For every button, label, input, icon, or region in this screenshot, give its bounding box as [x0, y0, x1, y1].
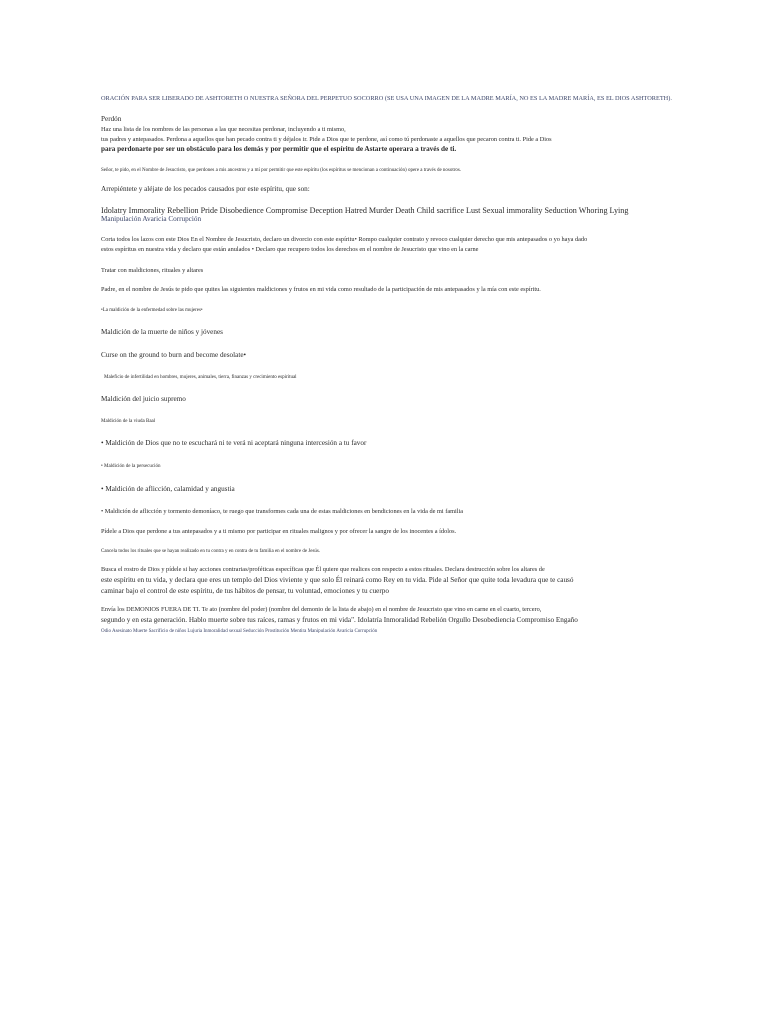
senor-line: Señor, te pido, en el Nombre de Jesucristo, que perdones a mis ancestros y a mí por permitir que este espíritu (los espíritus se mencionan a continuación) opere a través de nosotros.: [101, 168, 462, 173]
corta-line-2: estos espíritus en nuestra vida y declaro que están anulados • Declaro que recupero todos los derechos en el nombre de Jesucristo que vino en la carne: [101, 246, 479, 253]
curse-death: Maldición de la muerte de niños y jóvenes: [101, 328, 223, 336]
perdon-line-1: Haz una lista de los nombres de las personas a las que necesitas perdonar, incluyendo a ti mismo,: [101, 126, 346, 133]
busca-line-1: Busca el rostro de Dios y pídele si hay acciones contrarias/proféticas específicas que Él quiere que realices con respecto a estos rituales. Declara destrucción sobre los altares de: [101, 566, 545, 573]
curse-widow: Maldición de la viuda Baal: [101, 419, 156, 424]
padre-line: Padre, en el nombre de Jesús te pido que quites las siguientes maldiciones y frutos en mi vida como resultado de la participación de mis antepasados y la mía con este espíritu.: [101, 286, 541, 293]
curse-judgment: Maldición del juicio supremo: [101, 395, 186, 403]
sins-spanish: Manipulación Avaricia Corrupción: [101, 215, 202, 223]
busca-line-3: caminar bajo el control de este espíritu, de tus hábitos de pensar, tu voluntad, emociones y tu cuerpo: [101, 587, 389, 595]
curse-god: • Maldición de Dios que no te escuchará ni te verá ni aceptará ninguna intercesión a tu favor: [101, 439, 367, 447]
perdon-line-2: tus padres y antepasados. Perdona a aquellos que han pecado contra ti y déjalos ir. Pide a Dios que te perdone, así como tú perdonaste a aquellos que pecaron contra ti. Pide a Dios: [101, 136, 552, 143]
pidele-line: Pídele a Dios que perdone a tus antepasados y a ti mismo por participar en rituales malignos y por ofrecer la sangre de los inocentes a ídolos.: [101, 528, 457, 535]
arrepientete-line: Arrepiéntete y aléjate de los pecados causados por este espíritu, que son:: [101, 185, 310, 193]
envia-line-3: Odio Asesinato Muerte Sacrificio de niños Lujuria Inmoralidad sexual Seducción Prostitución Mentira Manipulación Avaricia Corrupción: [101, 629, 378, 634]
busca-line-2: este espíritu en tu vida, y declara que eres un templo del Dios viviente y que solo Él reinará como Rey en tu vida. Pide al Señor que quite toda levadura que te causó: [101, 576, 574, 584]
corta-line-1: Corta todos los lazos con este Dios En el Nombre de Jesucristo, declaro un divorcio con este espíritu• Rompo cualquier contrato y revoco cualquier derecho que mis antepasados o yo haya dado: [101, 236, 588, 243]
curse-infertility: Maleficio de infertilidad en hombres, mujeres, animales, tierra, finanzas y crecimiento espiritual: [104, 375, 297, 380]
perdon-line-3: para perdonarte por ser un obstáculo para los demás y por permitir que el espíritu de Astarte operara a través de ti.: [101, 145, 457, 153]
curse-ground: Curse on the ground to burn and become desolate•: [101, 351, 247, 359]
sins-english: Idolatry Immorality Rebellion Pride Disobedience Compromise Deception Hatred Murder Death Child sacrifice Lust Sexual immorality Seduction Whoring Lying: [101, 206, 629, 215]
perdon-heading: Perdón: [101, 115, 122, 123]
tratar-line: Tratar con maldiciones, rituales y altares: [101, 267, 204, 274]
cancela-line: Cancela todos los rituales que se hayan realizado en tu contra y en contra de tu familia en el nombre de Jesús.: [101, 549, 321, 554]
curse-torment: • Maldición de aflicción y tormento demoníaco, te ruego que transformes cada una de estas maldiciones en bendiciones en la vida de mi familia: [101, 508, 464, 515]
envia-line-1: Envía los DEMONIOS FUERA DE TI. Te ato (nombre del poder) (nombre del demonio de la lista de abajo) en el nombre de Jesucristo que vino en carne en el cuarto, tercero,: [101, 606, 542, 613]
curse-persecution: • Maldición de la persecución: [101, 464, 161, 469]
envia-line-2: segundo y en esta generación. Hablo muerte sobre tus raíces, ramas y frutos en mi vida". Idolatría Inmoralidad Rebelión Orgullo Desobediencia Compromiso Engaño: [101, 616, 578, 624]
curse-women: •La maldición de la enfermedad sobre las mujeres•: [101, 308, 203, 313]
document-title: ORACIÓN PARA SER LIBERADO DE ASHTORETH O NUESTRA SEÑORA DEL PERPETUO SOCORRO (SE USA UNA IMAGEN DE LA MADRE MARÍA, NO ES LA MADRE MARÍA, ES EL DIOS ASHTORETH).: [101, 95, 672, 102]
curse-affliction: • Maldición de aflicción, calamidad y angustia: [101, 485, 235, 493]
